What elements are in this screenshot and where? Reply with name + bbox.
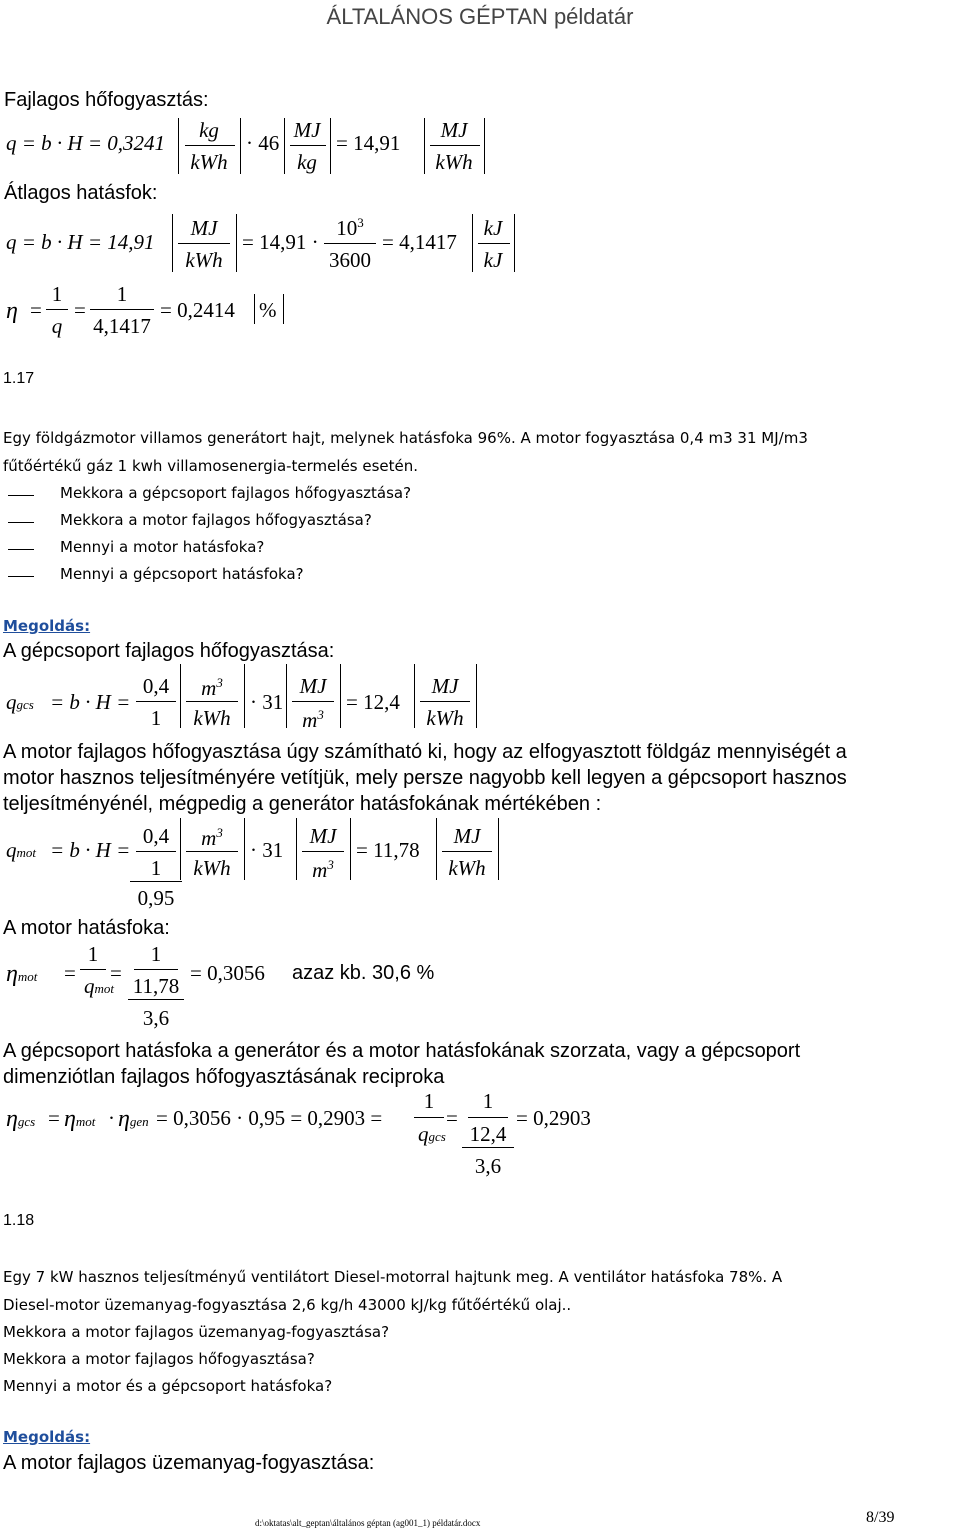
list-item: Mennyi a motor hatásfoka? xyxy=(60,538,265,556)
task-text-line: fűtőértékű gáz 1 kwh villamosenergia-termelés esetén. xyxy=(3,457,419,475)
list-item: Mekkora a motor fajlagos hőfogyasztása? xyxy=(60,511,372,529)
page-header-title: ÁLTALÁNOS GÉPTAN példatár xyxy=(326,4,634,29)
solution-label: Megoldás: xyxy=(3,1428,91,1446)
list-item: Mennyi a gépcsoport hatásfoka? xyxy=(60,565,304,583)
list-item: Mekkora a motor fajlagos üzemanyag-fogyasztása? xyxy=(3,1323,390,1341)
footer-page-number: 8/39 xyxy=(866,1509,895,1526)
task-text-line: Diesel-motor üzemanyag-fogyasztása 2,6 kg/h 43000 kJ/kg fűtőértékű olaj.. xyxy=(3,1296,572,1314)
footer-file-path: d:\oktatas\alt_geptan\általános géptan (ag001_1) példatár.docx xyxy=(255,1518,481,1528)
list-item: Mennyi a motor és a gépcsoport hatásfoka? xyxy=(3,1377,333,1395)
solution-label: Megoldás: xyxy=(3,617,91,635)
task-number-1-17: 1.17 xyxy=(3,370,35,387)
label-group-heat-consumption: A gépcsoport fajlagos hőfogyasztása: xyxy=(3,640,335,662)
task-text-line: Egy földgázmotor villamos generátort hajt, melynek hatásfoka 96%. A motor fogyasztása 0,4 m3 31 MJ/m3 xyxy=(3,429,808,447)
task-number-1-18: 1.18 xyxy=(3,1212,35,1229)
label-specific-heat-consumption: Fajlagos hőfogyasztás: xyxy=(4,89,209,111)
list-item: Mekkora a motor fajlagos hőfogyasztása? xyxy=(3,1350,315,1368)
label-motor-efficiency: A motor hatásfoka: xyxy=(3,917,170,939)
list-item: Mekkora a gépcsoport fajlagos hőfogyasztása? xyxy=(60,484,412,502)
label-fuel-consumption: A motor fajlagos üzemanyag-fogyasztása: xyxy=(3,1452,375,1474)
label-average-efficiency: Átlagos hatásfok: xyxy=(4,182,158,204)
task-text-line: Egy 7 kW hasznos teljesítményű ventilátort Diesel-motorral hajtunk meg. A ventilátor hatásfoka 78%. A xyxy=(3,1268,783,1286)
